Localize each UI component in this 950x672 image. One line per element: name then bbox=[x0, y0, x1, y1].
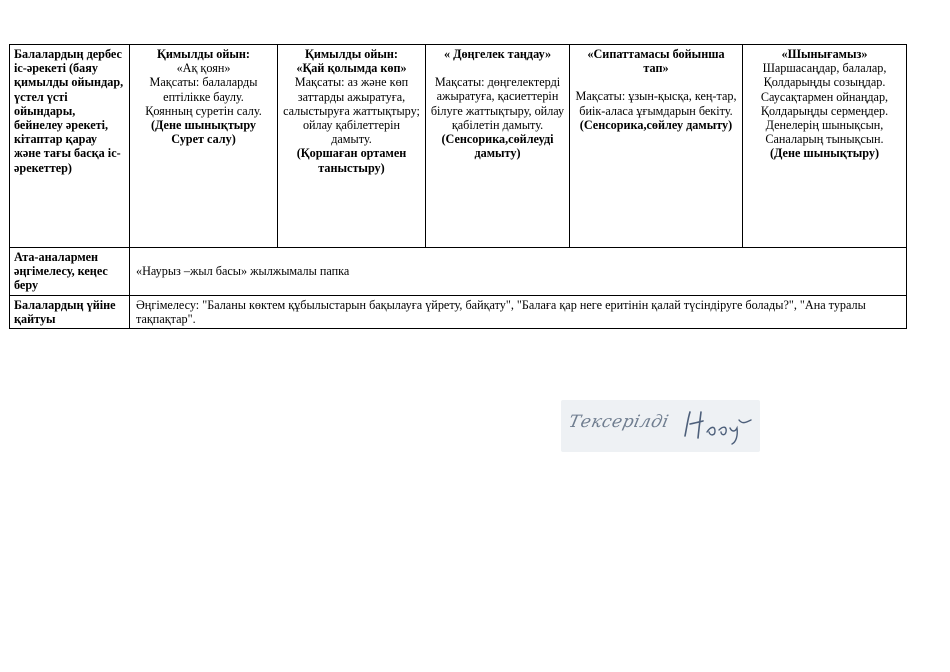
signature-icon bbox=[679, 406, 757, 446]
activity-line: Мақсаты: аз және көп заттарды ажыратуға, салыстыруға жаттықтыру; ойлау қабілеттерін дамыту. bbox=[283, 75, 420, 147]
activity-line: Шаршасаңдар, балалар, bbox=[762, 61, 887, 76]
row-label: Ата-аналармен әңгімелесу, кеңес беру bbox=[10, 248, 130, 296]
activity-line: Мақсаты: балаларды ептілікке баулу. bbox=[149, 75, 258, 104]
activity-line: Саналарың тынықсын. bbox=[765, 132, 884, 147]
activity-line: Денелерің шынықсын, bbox=[765, 118, 884, 133]
activity-cell-5 bbox=[743, 45, 907, 248]
activity-cell-4 bbox=[570, 45, 743, 248]
plan-table bbox=[9, 44, 907, 329]
activity-title: «Шынығамыз» bbox=[781, 47, 868, 61]
activity-line: Қолдарыңды сермеңдер. bbox=[760, 103, 889, 118]
verification-stamp bbox=[561, 400, 760, 452]
activity-subtitle: «Қай қолымда көп» bbox=[296, 61, 407, 76]
table-row bbox=[10, 45, 907, 248]
activity-line: Мақсаты: дөңгелектерді ажыратуға, қасиеттерін білуге жаттықтыру, ойлау қабілетін дамыту. bbox=[430, 75, 565, 132]
activity-tag: (Қоршаған ортамен таныстыру) bbox=[296, 146, 407, 175]
table-row bbox=[10, 295, 907, 328]
activity-tag: (Дене шынықтыру Сурет салу) bbox=[150, 118, 257, 147]
activity-cell-1 bbox=[130, 45, 278, 248]
activity-tag: (Сенсорика,сөйлеуді дамыту) bbox=[441, 132, 554, 161]
stamp-text: Тексерілді bbox=[566, 412, 671, 432]
activity-line: Қоянның суретін салу. bbox=[145, 103, 262, 118]
activity-line: Мақсаты: ұзын-қысқа, кең-тар, биік-аласа ұғымдарын бекіту. bbox=[575, 89, 737, 118]
activity-line: Саусақтармен ойнаңдар, bbox=[760, 89, 889, 104]
activity-cell-3 bbox=[426, 45, 570, 248]
row-value: Әңгімелесу: "Баланы көктем құбылыстарын бақылауға үйрету, байқату", "Балаға қар неге еритінін қалай түсіндіруге болады?", "Ана туралы тақпақтар". bbox=[130, 295, 907, 328]
activity-tag: (Сенсорика,сөйлеу дамыту) bbox=[579, 117, 733, 132]
activity-line: Қолдарыңды созыңдар. bbox=[763, 75, 886, 90]
row-label: Балалардың дербес іс-әрекеті (баяу қимылды ойындар, үстел үсті ойындары, бейнелеу әрекеті, кітаптар қарау және тағы басқа іс-әрекеттер) bbox=[10, 45, 130, 248]
activity-title: « Дөңгелек таңдау» bbox=[443, 47, 552, 61]
activity-tag: (Дене шынықтыру) bbox=[769, 146, 880, 161]
activity-title: Қимылды ойын: bbox=[157, 47, 250, 61]
activity-cell-2 bbox=[278, 45, 426, 248]
activity-title: «Сипаттамасы бойынша тап» bbox=[587, 47, 725, 76]
table-row bbox=[10, 248, 907, 296]
activity-title: Қимылды ойын: bbox=[305, 47, 398, 61]
row-value: «Наурыз –жыл басы» жылжымалы папка bbox=[130, 248, 907, 296]
row-label: Балалардың үйіне қайтуы bbox=[10, 295, 130, 328]
activity-line: «Ақ қоян» bbox=[176, 61, 231, 76]
